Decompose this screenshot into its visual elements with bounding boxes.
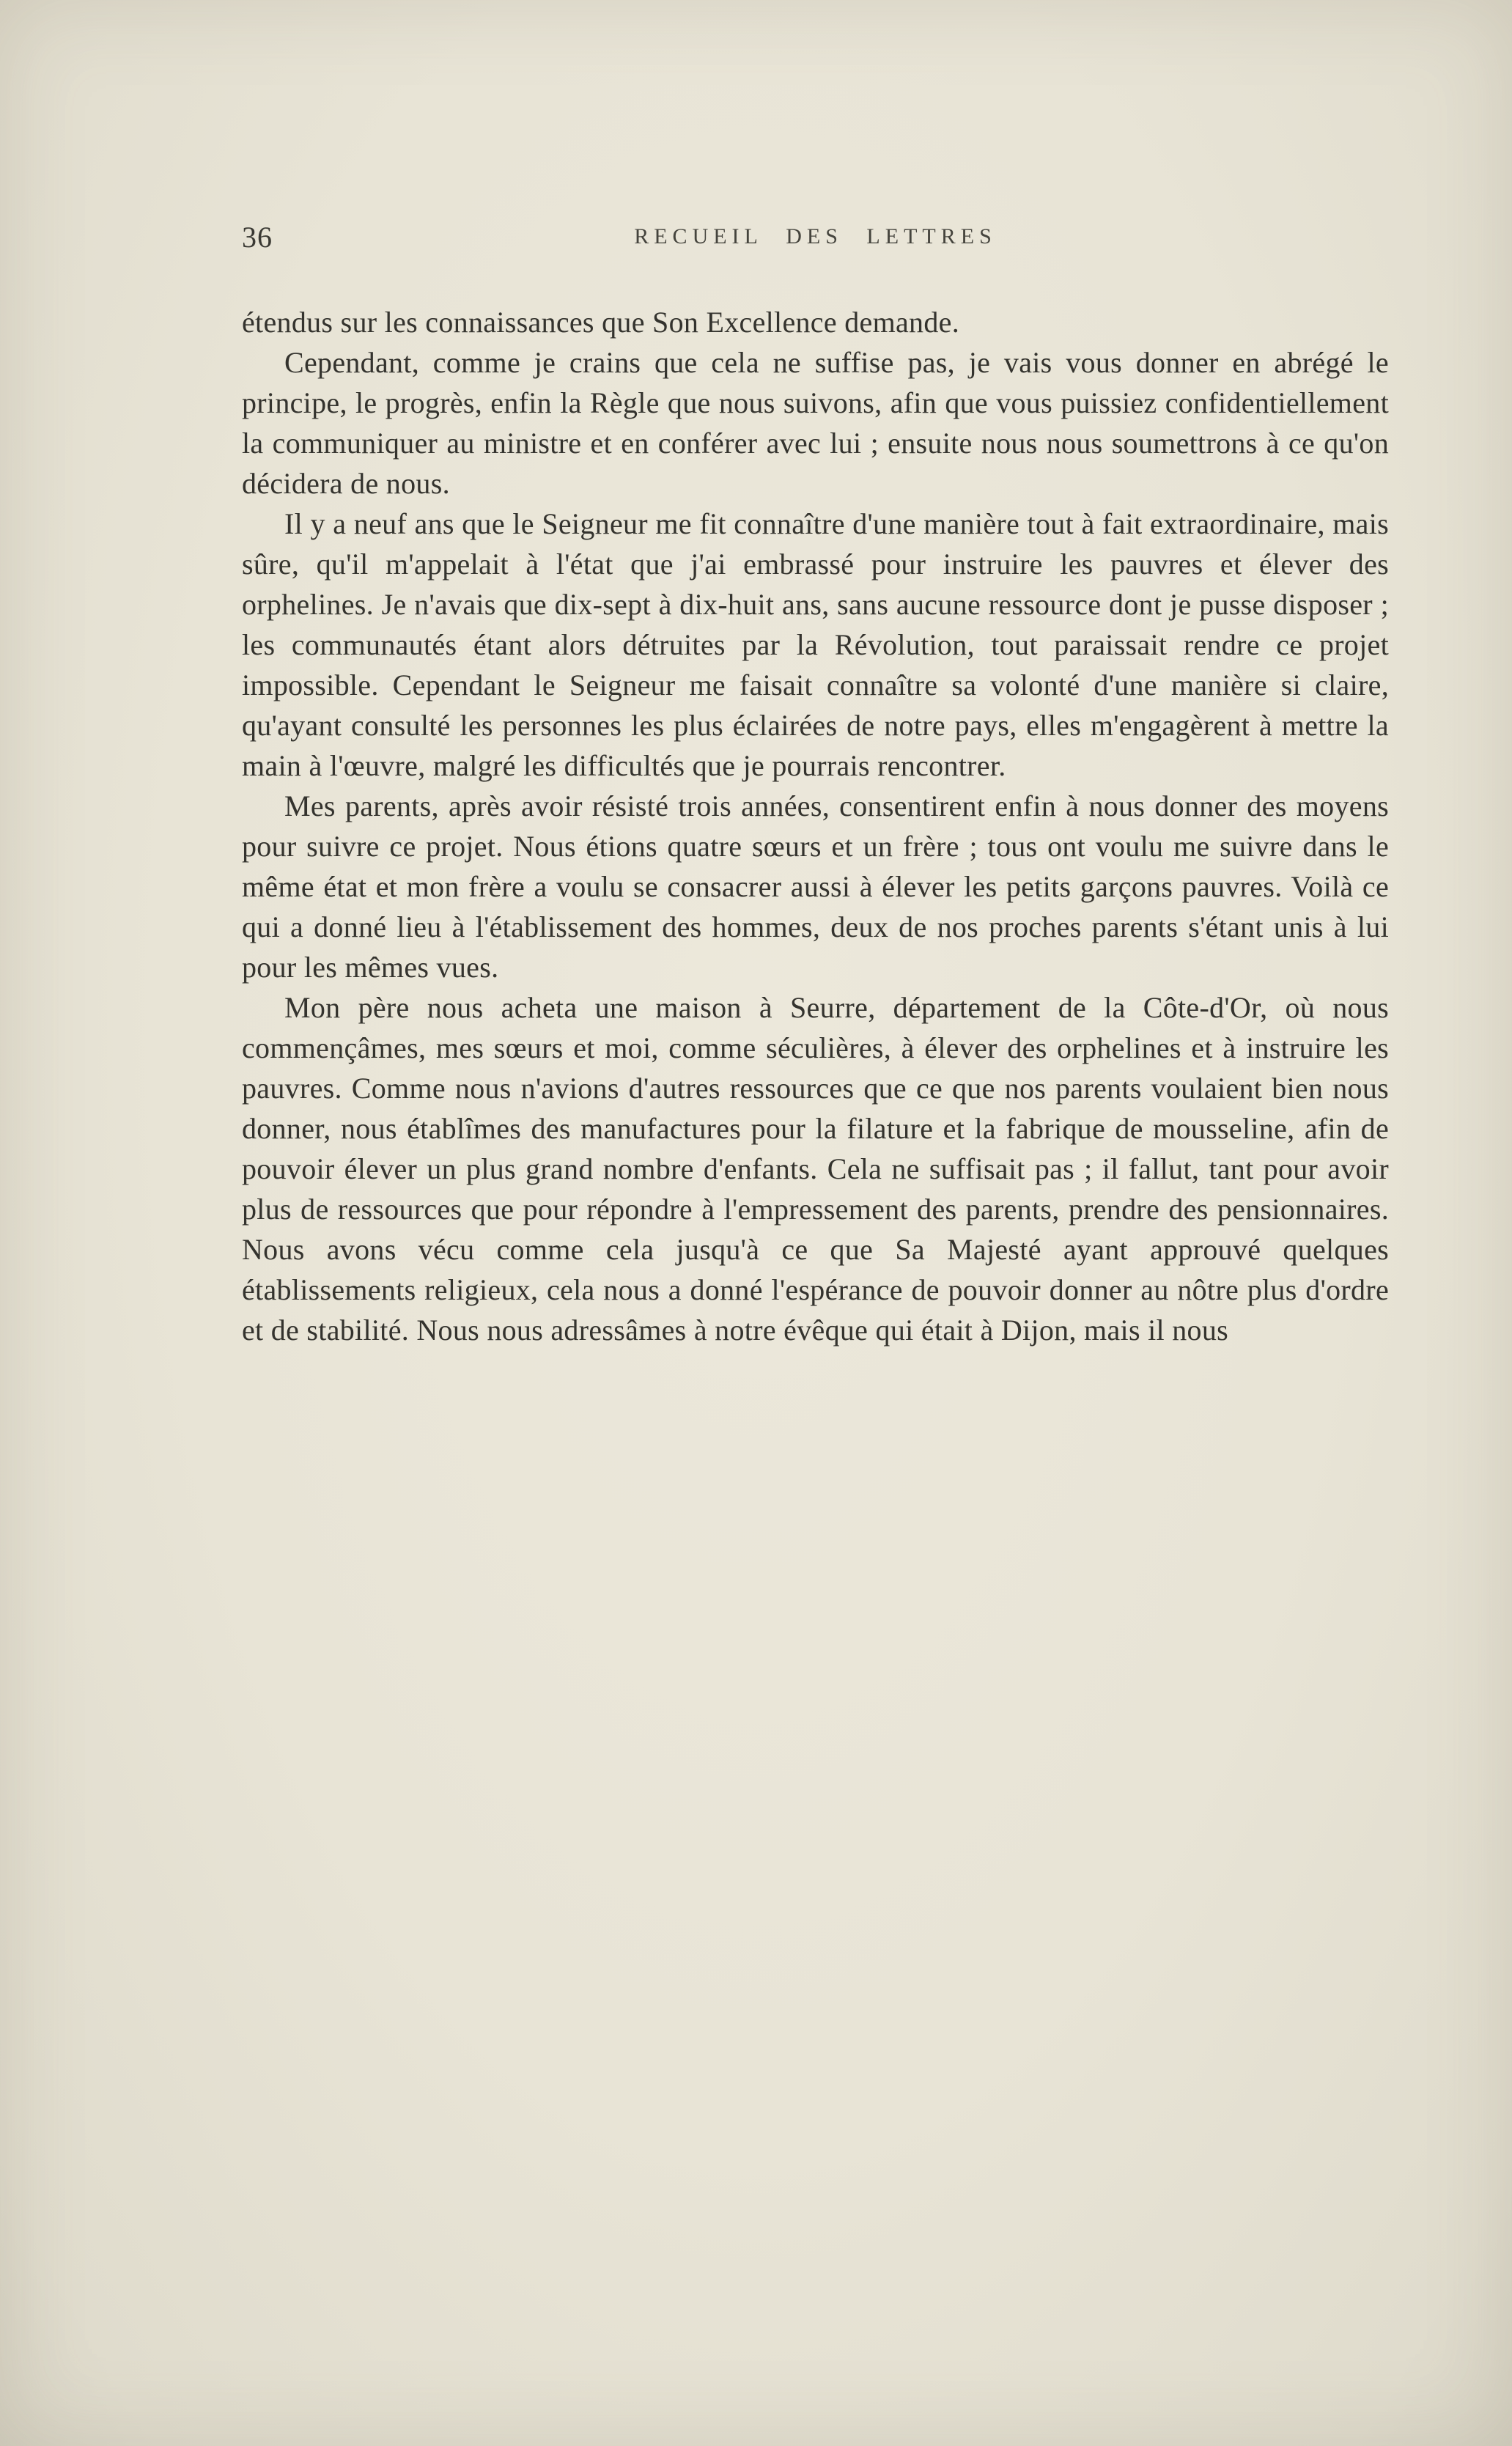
page-number: 36	[242, 221, 273, 254]
page-content	[242, 220, 1389, 1350]
paragraph: Il y a neuf ans que le Seigneur me fit connaître d'une manière tout à fait extraordinaire, mais sûre, qu'il m'appelait à l'état que j'ai embrassé pour instruire les pauvres et élever des orphelines. Je n'avais que dix-sept à dix-huit ans, sans aucune ressource dont je pusse disposer ; les communautés étant alors détruites par la Révolution, tout paraissait rendre ce projet impossible. Cependant le Seigneur me faisait connaître sa volonté d'une manière si claire, qu'ayant consulté les personnes les plus éclairées de notre pays, elles m'engagèrent à mettre la main à l'œuvre, malgré les difficultés que je pourrais rencontrer.	[242, 507, 1389, 782]
paragraph: Mes parents, après avoir résisté trois années, consentirent enfin à nous donner des moyens pour suivre ce projet. Nous étions quatre sœurs et un frère ; tous ont voulu me suivre dans le même état et mon frère a voulu se consacrer aussi à élever les petits garçons pauvres. Voilà ce qui a donné lieu à l'établissement des hommes, deux de nos proches parents s'étant unis à lui pour les mêmes vues.	[242, 789, 1389, 984]
paragraph: Mon père nous acheta une maison à Seurre, département de la Côte-d'Or, où nous commençâmes, mes sœurs et moi, comme séculières, à élever des orphelines et à instruire les pauvres. Comme nous n'avions d'autres ressources que ce que nos parents voulaient bien nous donner, nous établîmes des manufactures pour la filature et la fabrique de mousseline, afin de pouvoir élever un plus grand nombre d'enfants. Cela ne suffisait pas ; il fallut, tant pour avoir plus de ressources que pour répondre à l'empressement des parents, prendre des pensionnaires. Nous avons vécu comme cela jusqu'à ce que Sa Majesté ayant approuvé quelques établissements religieux, cela nous a donné l'espérance de pouvoir donner au nôtre plus d'ordre et de stabilité. Nous nous adressâmes à notre évêque qui était à Dijon, mais il nous	[242, 991, 1389, 1347]
running-title: RECUEIL DES LETTRES	[634, 224, 997, 248]
text-block	[242, 302, 1389, 1350]
running-head	[242, 220, 1389, 264]
paragraph: Cependant, comme je crains que cela ne suffise pas, je vais vous donner en abrégé le principe, le progrès, enfin la Règle que nous suivons, afin que vous puissiez confidentiellement la communiquer au ministre et en conférer avec lui ; ensuite nous nous soumettrons à ce qu'on décidera de nous.	[242, 346, 1389, 500]
paragraph: étendus sur les connaissances que Son Excellence demande.	[242, 306, 959, 339]
